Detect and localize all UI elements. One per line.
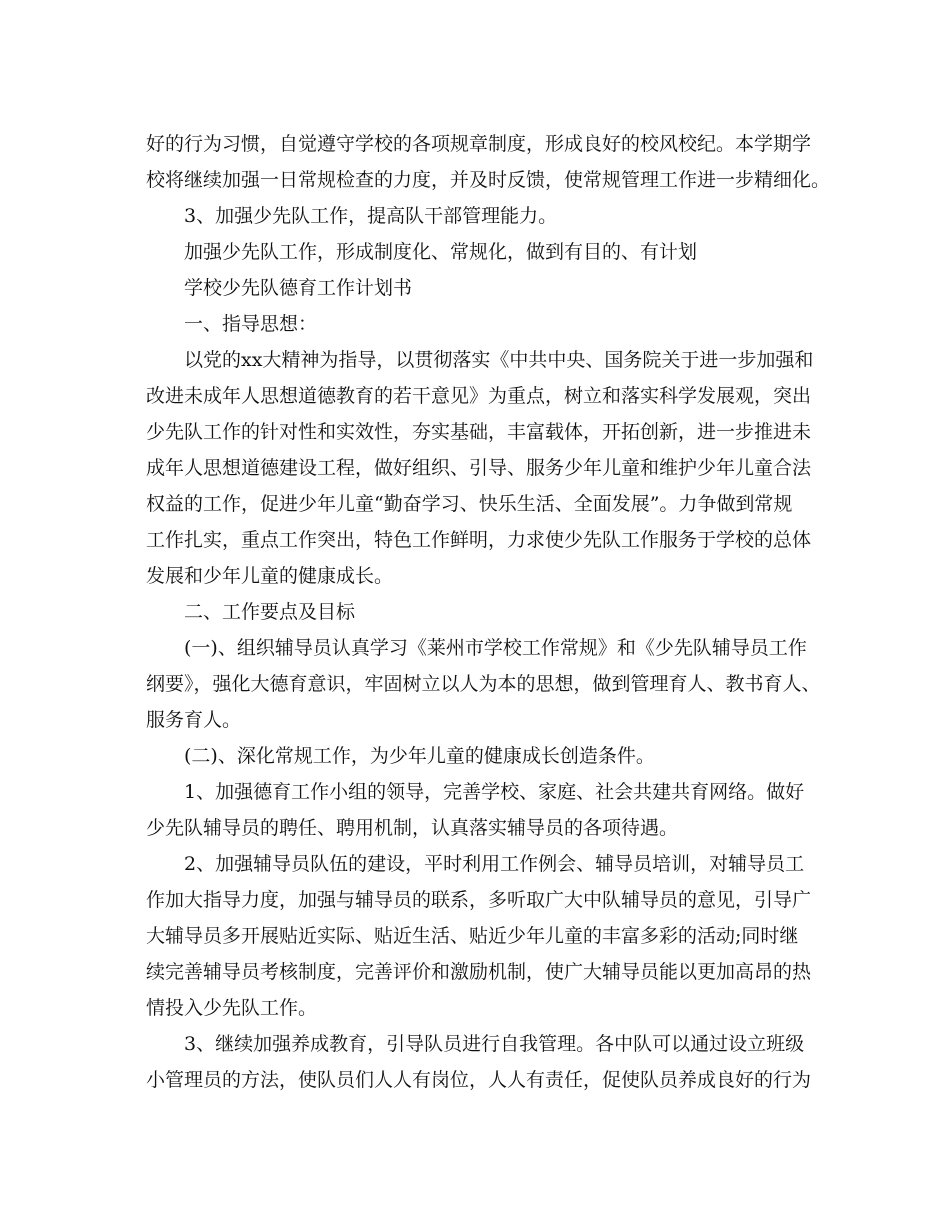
text-line: (一)、组织辅导员认真学习《莱州市学校工作常规》和《少先队辅导员工作 — [184, 637, 807, 659]
text-line: 加强少先队工作，形成制度化、常规化，做到有目的、有计划 — [184, 241, 698, 263]
text-line: 改进未成年人思想道德教育的若干意见》为重点，树立和落实科学发展观，突出 — [146, 385, 812, 407]
text-line: (二)、深化常规工作，为少年儿童的健康成长创造条件。 — [184, 745, 655, 767]
text-line: 服务育人。 — [146, 709, 242, 731]
text-line: 工作扎实，重点工作突出，特色工作鲜明，力求使少先队工作服务于学校的总体 — [146, 529, 812, 551]
text-line: 3、继续加强养成教育，引导队员进行自我管理。各中队可以通过设立班级 — [184, 1033, 805, 1055]
text-line: 成年人思想道德建设工程，做好组织、引导、服务少年儿童和维护少年儿童合法 — [146, 457, 812, 479]
text-line: 3、加强少先队工作，提高队干部管理能力。 — [184, 205, 558, 227]
text-line: 二、工作要点及目标 — [184, 601, 356, 623]
text-line: 2、加强辅导员队伍的建设，平时利用工作例会、辅导员培训，对辅导员工 — [184, 853, 805, 875]
text-line: 作加大指导力度，加强与辅导员的联系，多听取广大中队辅导员的意见，引导广 — [146, 889, 812, 911]
text-line: 情投入少先队工作。 — [146, 997, 318, 1019]
text-line: 大辅导员多开展贴近实际、贴近生活、贴近少年儿童的丰富多彩的活动;同时继 — [146, 925, 799, 947]
text-line: 校将继续加强一日常规检查的力度，并及时反馈，使常规管理工作进一步精细化。 — [146, 169, 831, 191]
text-line: 续完善辅导员考核制度，完善评价和激励机制，使广大辅导员能以更加高昂的热 — [146, 961, 812, 983]
text-line: 纲要》，强化大德育意识，牢固树立以人为本的思想，做到管理育人、教书育人、 — [146, 673, 821, 695]
text-line: 少先队辅导员的聘任、聘用机制，认真落实辅导员的各项待遇。 — [146, 817, 679, 839]
text-line: 小管理员的方法，使队员们人人有岗位，人人有责任，促使队员养成良好的行为 — [146, 1069, 812, 1091]
text-line: 一、指导思想： — [184, 313, 318, 335]
text-line: 少先队工作的针对性和实效性，夯实基础，丰富载体，开拓创新，进一步推进未 — [146, 421, 812, 443]
text-line: 好的行为习惯，自觉遵守学校的各项规章制度，形成良好的校风校纪。本学期学 — [146, 133, 812, 155]
text-line: 发展和少年儿童的健康成长。 — [146, 565, 394, 587]
document-body — [146, 126, 831, 1098]
text-line: 1、加强德育工作小组的领导，完善学校、家庭、社会共建共育网络。做好 — [184, 781, 805, 803]
text-line: 以党的xx大精神为指导，以贯彻落实《中共中央、国务院关于进一步加强和 — [184, 349, 814, 371]
text-line: 权益的工作，促进少年儿童“勤奋学习、快乐生活、全面发展”。力争做到常规 — [146, 493, 793, 515]
text-line: 学校少先队德育工作计划书 — [184, 277, 413, 299]
